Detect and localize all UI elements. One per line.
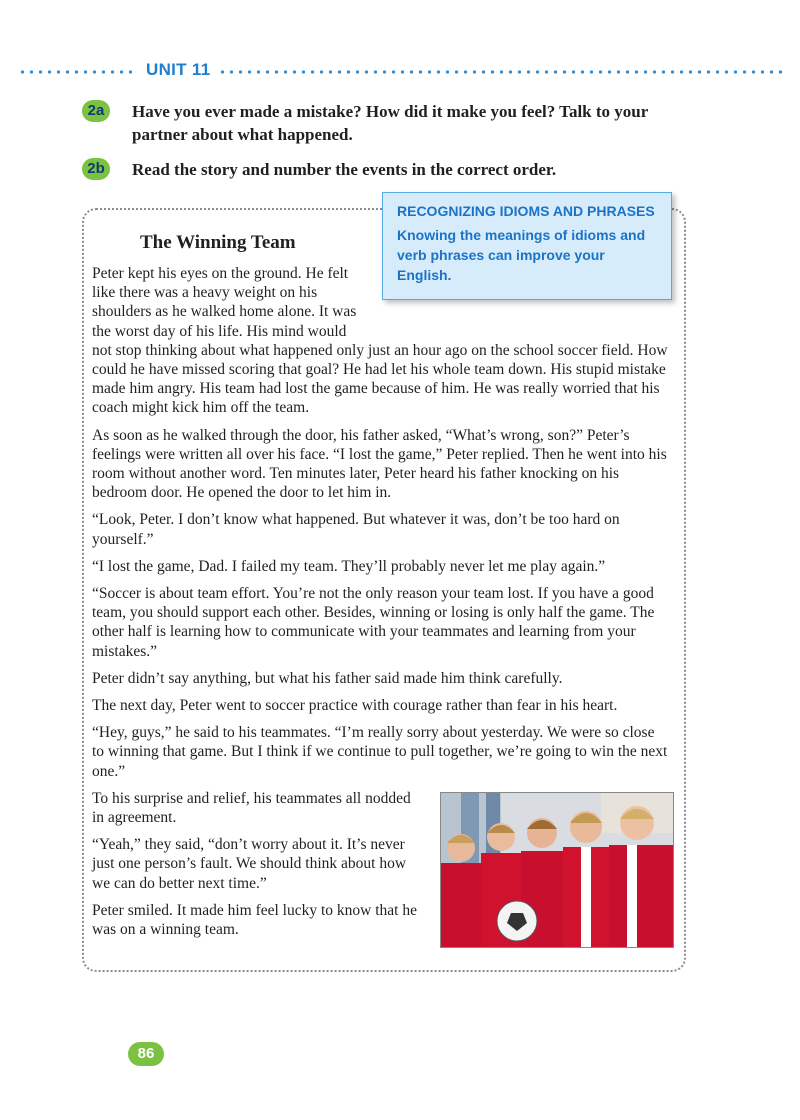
task-instruction: Have you ever made a mistake? How did it make you feel? Talk to your partner about what happened.: [132, 102, 648, 144]
story-paragraph: As soon as he walked through the door, his father asked, “What’s wrong, son?” Peter’s feelings were written all over his face. “I lost the game,” Peter replied. Then he went into his room without another word. Ten minutes later, Peter heard his father knocking on his bedroom door. He opened the door to let him in.: [92, 426, 667, 502]
story-paragraph: Peter didn’t say anything, but what his father said made him think carefully.: [92, 669, 563, 687]
unit-header: [18, 60, 786, 84]
story-paragraph: Peter smiled. It made him feel lucky to know that he was on a winning team.: [92, 901, 417, 939]
story-paragraph: “Soccer is about team effort. You’re not the only reason your team lost. If you have a good team, you should support each other. Besides, winning or losing is only half the game. The other half is learning how to communicate with your teammates and learning from your mistakes.”: [92, 585, 655, 660]
story-paragraph: Peter kept his eyes on the ground. He felt like there was a heavy weight on his shoulders as he walked home alone. It was the worst day of his life. His mind would not stop thinking about what happened only just an hour ago on the school soccer field. How could he have missed scoring that goal? He had let his whole team down. His stupid mistake made him angry. His team had lost the game because of him. He was really worried that his coach might kick him off the team.: [92, 265, 668, 417]
dotted-rule-right: [218, 70, 786, 74]
story-paragraph: “I lost the game, Dad. I failed my team. They’ll probably never let me play again.”: [92, 557, 606, 575]
story-paragraph: “Yeah,” they said, “don’t worry about it. It’s never just one person’s fault. We should think about how we can do better next time.”: [92, 836, 407, 892]
story-paragraph: “Look, Peter. I don’t know what happened. But whatever it was, don’t be too hard on yourself.”: [92, 511, 620, 548]
tip-title: RECOGNIZING IDIOMS AND PHRASES: [397, 203, 655, 219]
dotted-rule-left: [18, 70, 136, 74]
story-paragraph: The next day, Peter went to soccer practice with courage rather than fear in his heart.: [92, 697, 618, 715]
story-paragraph: “Hey, guys,” he said to his teammates. “I’m really sorry about yesterday. We were so close to winning that game. But I think if we continue to pull together, we’re going to win the next one.”: [92, 724, 668, 780]
story-paragraph: To his surprise and relief, his teammates all nodded in agreement.: [92, 789, 411, 827]
soccer-team-photo: [440, 792, 674, 948]
story-title: The Winning Team: [140, 232, 296, 253]
idioms-tip-box: [382, 192, 672, 300]
page-number: 86: [128, 1042, 164, 1066]
task-instruction: Read the story and number the events in the correct order.: [132, 160, 557, 179]
tip-body: Knowing the meanings of idioms and verb phrases can improve your English.: [397, 227, 646, 283]
unit-label: UNIT 11: [146, 60, 211, 79]
task-badge: 2a: [82, 100, 110, 122]
task-badge: 2b: [82, 158, 110, 180]
